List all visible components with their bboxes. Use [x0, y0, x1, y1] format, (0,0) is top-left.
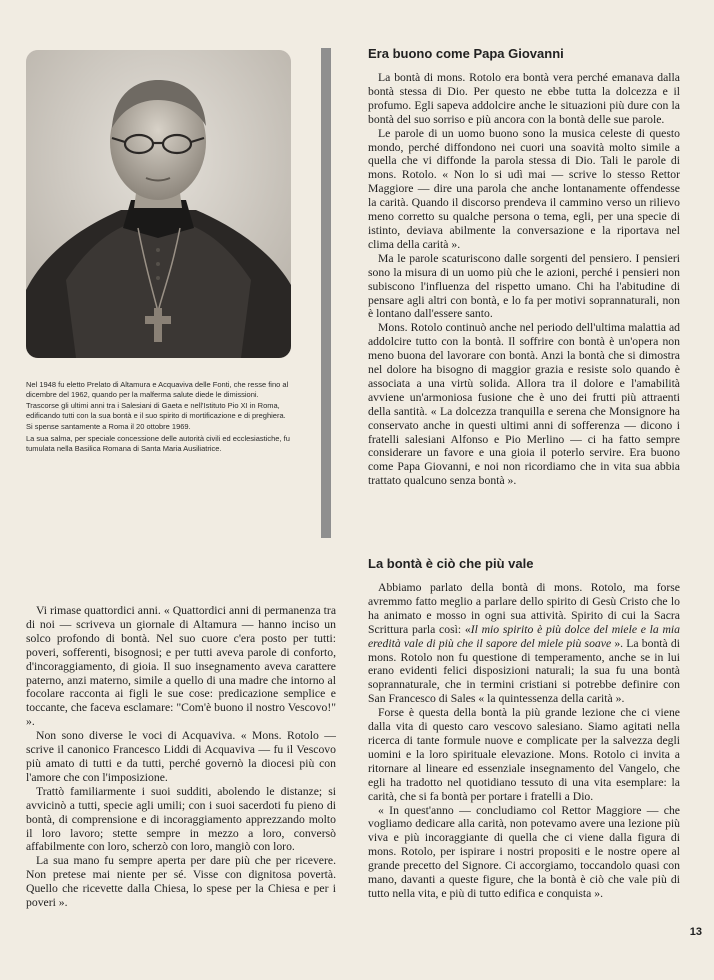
body-paragraph: Mons. Rotolo continuò anche nel periodo dell'ultima malattia ad addolcire tutto con la bontà. Il soffrire con bontà è un'opera non meno buona del lavorare con bontà. Anzi la bontà che si dimostra nel dolore ha bisogno di maggior grazia e resiste solo quando è associata a una virtù solida. Allora tra il dolore e l'amabilità avviene un'armoniosa fusione che è uno dei frutti più attraenti della santità. « La dolcezza tranquilla e serena che Monsignore ha conservato anche in questi ultimi anni di sofferenza — dicono i fratelli salesiani Alfonso e Pio Merlino — ci ha fatto sempre considerare un favore e una gioia il poterlo servire. Era buono come Papa Giovanni, e noi non ricordiamo che in vita sua abbia trattato qualcuno senza bontà ». [368, 321, 680, 488]
caption-paragraph: Nel 1948 fu eletto Prelato di Altamura e Acquaviva delle Fonti, che resse fino al dicembre del 1962, quando per la malferma salute diede le dimissioni. [26, 380, 289, 399]
caption-paragraph: Trascorse gli ultimi anni tra i Salesiani di Gaeta e nell'Istituto Pio XI in Roma, edificando tutti con la sua bontà e il suo spirito di mortificazione e di preghiera. [26, 401, 286, 420]
page-number: 13 [689, 926, 702, 938]
portrait-illustration [26, 50, 291, 358]
vertical-rule [321, 48, 331, 538]
body-paragraph: Trattò familiarmente i suoi sudditi, abolendo le distanze; si avvicinò a tutti, specie agli umili; con i suoi sacerdoti fu pieno di bontà, di comprensione e di incoraggiamento apprezzando molto il loro lavoro; stette sempre in mezzo a loro, conversò affabilmente con loro, scherzò con loro, mangiò con loro. [26, 784, 336, 854]
body-paragraph: Ma le parole scaturiscono dalle sorgenti del pensiero. I pensieri sono la misura di un uomo più che le azioni, perché i pensieri non subiscono l'influenza del rispetto umano. Chi ha l'abitudine di pensare agli altri con bontà, e lo fa per motivi soprannaturali, non è lontano dall'essere santo. [368, 251, 680, 321]
portrait-photo [26, 50, 291, 358]
body-paragraph [368, 581, 680, 706]
caption-paragraph: La sua salma, per speciale concessione delle autorità civili ed ecclesiastiche, fu tumulata nella Basilica Romana di Santa Maria Ausiliatrice. [26, 433, 290, 453]
body-paragraph: Forse è questa della bontà la più grande lezione che ci viene dalla vita di questo caro vescovo salesiano. Siamo agitati nella ricerca di tante formule nuove e complicate per la salvezza degli uomini e la loro spirituale elevazione. Mons. Rotolo ci invita a ritornare al lineare ed essenziale insegnamento del Vangelo, che egli ha tradotto nel quotidiano tessuto di una vita esemplare: la carità, che si fa bontà per portare i fratelli a Dio. [368, 706, 680, 803]
body-paragraph: Vi rimase quattordici anni. « Quattordici anni di permanenza tra di noi — scriveva un giornale di Altamura — hanno inciso un solco profondo di bontà. Nel suo cuore c'era posto per tutti: poveri, sofferenti, bisognosi; e per tutti aveva parole di conforto, d'incoraggiamento, di gioia. Il suo insegnamento aveva carattere paterno, anzi materno, simile a quello di una madre che intorno al focolare racconta ai figli le sue cose: predicazione semplice e toccante, che faceva esclamare: "Com'è buono il nostro Vescovo!" ». [26, 604, 336, 729]
body-text: ». La bontà di mons. Rotolo non fu questione di temperamento, anche se in lui erano evidenti felici disposizioni naturali; la sua fu una bontà soprannaturale, che in termini cristiani si potrebbe definire con San Francesco di Sales « la quintessenza della carità ». [368, 636, 681, 706]
section-la-bonta [368, 556, 680, 901]
section-heading: La bontà è ciò che più vale [368, 556, 534, 571]
body-paragraph: La sua mano fu sempre aperta per dare più che per ricevere. Non pretese mai niente per sé. Visse con dignitosa povertà. Quello che ricevette dalla Chiesa, lo spese per la Chiesa e per i poveri ». [26, 854, 336, 910]
body-paragraph: La bontà di mons. Rotolo era bontà vera perché emanava dalla bontà stessa di Dio. Per questo ne ebbe tutta la dolcezza e il profumo. Egli sapeva addolcire anche le situazioni più dure con la bontà del suo sorriso e più ancora con la bontà delle sue parole. [368, 71, 680, 126]
body-paragraph: « In quest'anno — concludiamo col Rettor Maggiore — che vogliamo dedicare alla carità, non potevamo avere una lezione più viva e più incoraggiante di quella che ci viene dalla figura di mons. Rotolo, per ispirare i nostri propositi e le nostre opere al grande precetto del Signore. Ci accorgiamo, toccandolo quasi con mano, davanti a queste figure, che la bontà è ciò che vale più di tutto nella vita, e più di tutto edifica e conquista ». [368, 803, 680, 900]
section-heading: Era buono come Papa Giovanni [368, 46, 564, 61]
left-column-text [26, 604, 336, 910]
body-paragraph: Non sono diverse le voci di Acquaviva. « Mons. Rotolo — scrive il canonico Francesco Liddi di Acquaviva — fu il Vescovo più amato di tutti e da tutti, perché governò la diocesi più con l'amore che con l'imposizione. [26, 729, 336, 784]
body-text: Abbiamo parlato della bontà di mons. Rotolo, ma forse avremmo fatto meglio a parlare dello spirito di Gesù Cristo che lo ha animato e mosso in ogni sua attività. Spirito di cui la Sacra Scrittura parla così: « [368, 581, 680, 636]
body-paragraph: Le parole di un uomo buono sono la musica celeste di questo mondo, perché diffondono nei cuori una soavità molto simile a quella che vi diffonde la parola stessa di Dio. Tali le parole di mons. Rotolo. « Non lo si udì mai — scrive lo stesso Rettor Maggiore — dire una parola che anche lontanamente offendesse la carità. Quando il discorso prendeva il cammino verso un rilievo meno corretto su qualche persona o tema, egli, per una specie di istinto, deviava abilmente la conversazione e la riportava nel clima della carità ». [368, 126, 680, 251]
caption-paragraph: Si spense santamente a Roma il 20 ottobre 1969. [26, 422, 191, 432]
scripture-quote: Il mio spirito è più dolce del miele e la mia eredità vale di più che il sapore del miele più soave [368, 622, 680, 650]
photo-caption [26, 380, 296, 455]
section-era-buono [368, 46, 680, 488]
